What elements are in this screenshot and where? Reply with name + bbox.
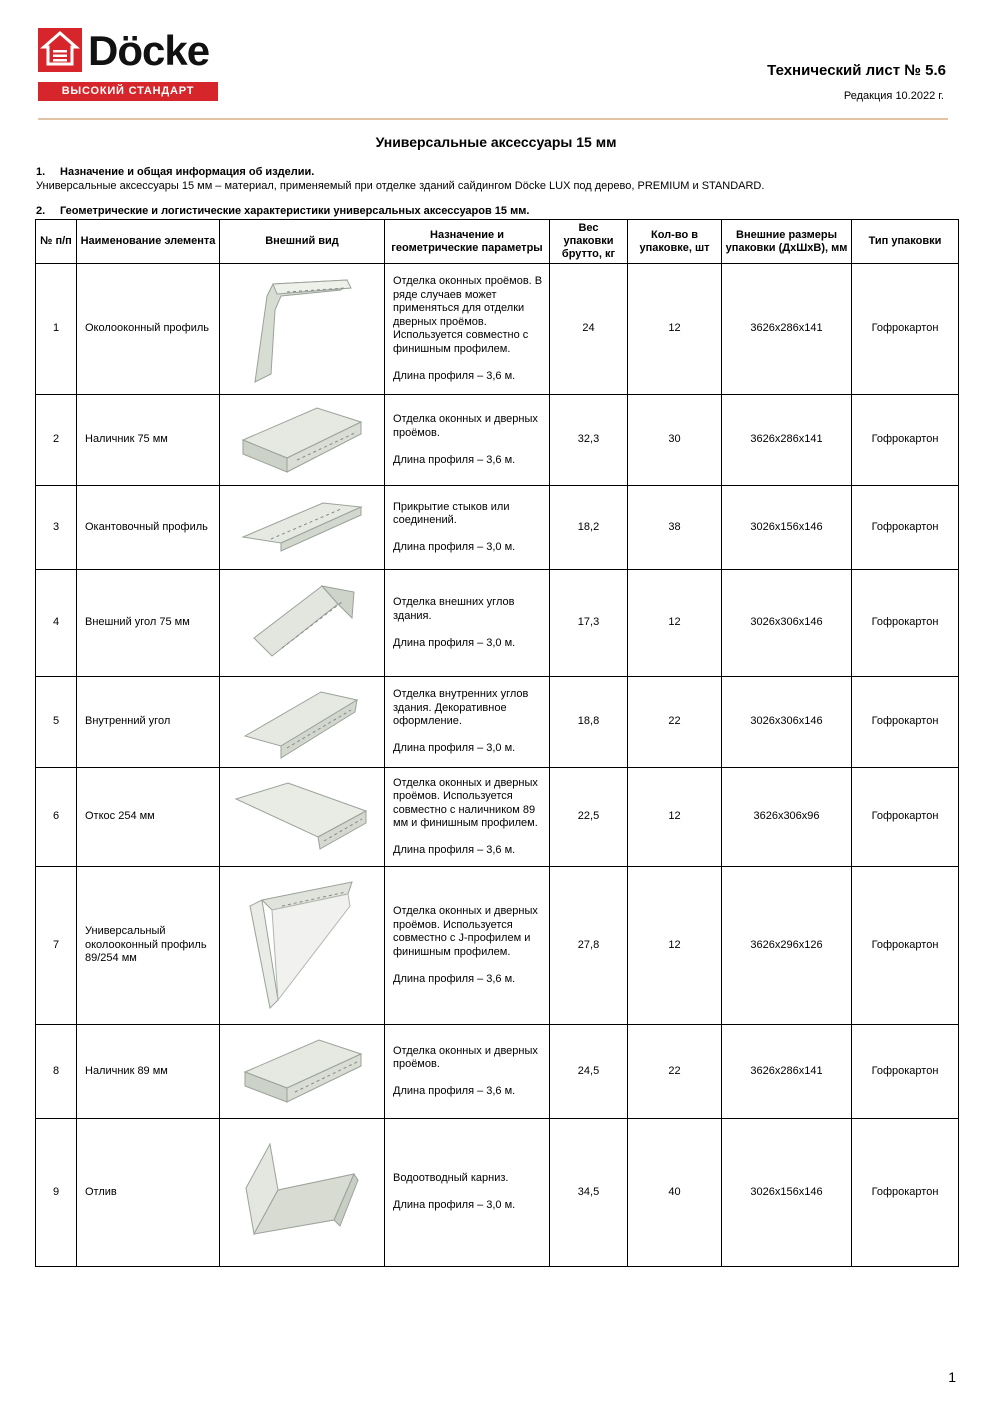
table-row: [36, 677, 959, 768]
section-title: Назначение и общая информация об изделии.: [60, 166, 315, 178]
row-number: 6: [36, 768, 77, 867]
element-purpose: [385, 1025, 550, 1119]
brand-tagline: ВЫСОКИЙ СТАНДАРТ: [38, 82, 218, 101]
package-type: Гофрокартон: [852, 486, 959, 570]
element-image: [220, 486, 385, 570]
outer-corner-icon: [242, 617, 362, 629]
element-image: [220, 1025, 385, 1119]
inner-corner-icon: [237, 716, 367, 728]
package-weight: 27,8: [550, 867, 628, 1025]
table-row: [36, 1119, 959, 1267]
package-quantity: 12: [628, 264, 722, 395]
header-divider: [38, 118, 948, 120]
characteristics-table: [35, 219, 959, 1267]
purpose-text: Отделка оконных и дверных проёмов. Используется совместно с наличником 89 мм и финишным профилем.: [393, 776, 538, 829]
element-image: [220, 264, 385, 395]
package-weight: 18,2: [550, 486, 628, 570]
document-revision: Редакция 10.2022 г.: [843, 90, 944, 102]
row-number: 3: [36, 486, 77, 570]
table-row: [36, 867, 959, 1025]
package-type: Гофрокартон: [852, 1119, 959, 1267]
package-quantity: 22: [628, 1025, 722, 1119]
table-row: [36, 264, 959, 395]
element-name: Откос 254 мм: [77, 768, 220, 867]
element-name: Отлив: [77, 1119, 220, 1267]
package-type: Гофрокартон: [852, 395, 959, 486]
row-number: 7: [36, 867, 77, 1025]
package-weight: 17,3: [550, 570, 628, 677]
element-purpose: [385, 867, 550, 1025]
universal-window-profile-icon: [242, 939, 362, 951]
profile-length: Длина профиля – 3,6 м.: [393, 972, 516, 985]
package-quantity: 30: [628, 395, 722, 486]
table-row: [36, 486, 959, 570]
package-quantity: 38: [628, 486, 722, 570]
package-weight: 22,5: [550, 768, 628, 867]
header-num: № п/п: [36, 220, 77, 264]
package-dimensions: 3026x306x146: [722, 570, 852, 677]
table-header-row: [36, 220, 959, 264]
row-number: 2: [36, 395, 77, 486]
purpose-text: Водоотводный карниз.: [393, 1172, 509, 1185]
row-number: 9: [36, 1119, 77, 1267]
element-image: [220, 867, 385, 1025]
table-row: [36, 395, 959, 486]
element-image: [220, 1119, 385, 1267]
header-purpose: Назначение и геометрические параметры: [385, 220, 550, 264]
section-characteristics: [36, 205, 529, 217]
element-purpose: [385, 768, 550, 867]
page-number: 1: [948, 1369, 956, 1385]
element-purpose: [385, 395, 550, 486]
package-dimensions: 3026x306x146: [722, 677, 852, 768]
profile-length: Длина профиля – 3,6 м.: [393, 453, 516, 466]
slope-254-icon: [232, 811, 372, 823]
package-type: Гофрокартон: [852, 867, 959, 1025]
casing-89-icon: [237, 1065, 367, 1077]
package-dimensions: 3026x156x146: [722, 486, 852, 570]
element-purpose: [385, 1119, 550, 1267]
package-dimensions: 3626x306x96: [722, 768, 852, 867]
header-weight: Вес упаковки брутто, кг: [550, 220, 628, 264]
package-dimensions: 3626x296x126: [722, 867, 852, 1025]
profile-length: Длина профиля – 3,6 м.: [393, 844, 516, 856]
header-pack: Тип упаковки: [852, 220, 959, 264]
section-number: 1.: [36, 166, 46, 178]
table-row: [36, 768, 959, 867]
element-name: Окантовочный профиль: [77, 486, 220, 570]
header-view: Внешний вид: [220, 220, 385, 264]
element-image: [220, 570, 385, 677]
section-title: Геометрические и логистические характеристики универсальных аксессуаров 15 мм.: [60, 205, 530, 217]
purpose-text: Отделка оконных и дверных проёмов.: [393, 413, 538, 439]
package-type: Гофрокартон: [852, 677, 959, 768]
package-weight: 24: [550, 264, 628, 395]
package-quantity: 12: [628, 867, 722, 1025]
package-quantity: 22: [628, 677, 722, 768]
element-image: [220, 395, 385, 486]
package-dimensions: 3026x156x146: [722, 1119, 852, 1267]
element-name: Внешний угол 75 мм: [77, 570, 220, 677]
brand-logo: [38, 28, 220, 102]
row-number: 5: [36, 677, 77, 768]
element-purpose: [385, 677, 550, 768]
purpose-text: Отделка оконных и дверных проёмов.: [393, 1044, 538, 1070]
purpose-text: Отделка оконных проёмов. В ряде случаев может применяться для отделки дверных проёмов. Используется совместно с финишным профилем.: [393, 275, 543, 355]
purpose-text: Отделка оконных и дверных проёмов. Используется совместно с J-профилем и финишным профилем.: [393, 905, 538, 958]
profile-length: Длина профиля – 3,0 м.: [393, 1199, 516, 1212]
window-profile-icon: [247, 323, 357, 335]
header-dims: Внешние размеры упаковки (ДхШхВ), мм: [722, 220, 852, 264]
row-number: 1: [36, 264, 77, 395]
package-type: Гофрокартон: [852, 768, 959, 867]
header-qty: Кол-во в упаковке, шт: [628, 220, 722, 264]
section-general-info: [36, 165, 764, 193]
package-type: Гофрокартон: [852, 264, 959, 395]
header-name: Наименование элемента: [77, 220, 220, 264]
table-row: [36, 570, 959, 677]
house-logo-icon: [38, 28, 82, 72]
purpose-text: Отделка внешних углов здания.: [393, 596, 515, 622]
purpose-text: Отделка внутренних углов здания. Декоративное оформление.: [393, 688, 529, 728]
element-purpose: [385, 264, 550, 395]
row-number: 4: [36, 570, 77, 677]
package-dimensions: 3626x286x141: [722, 264, 852, 395]
casing-75-icon: [237, 434, 367, 446]
package-type: Гофрокартон: [852, 570, 959, 677]
row-number: 8: [36, 1025, 77, 1119]
element-name: Универсальный околооконный профиль 89/254 мм: [77, 867, 220, 1025]
document-title: Технический лист № 5.6: [767, 62, 946, 79]
element-name: Околооконный профиль: [77, 264, 220, 395]
package-dimensions: 3626x286x141: [722, 395, 852, 486]
package-dimensions: 3626x286x141: [722, 1025, 852, 1119]
section-text: Универсальные аксессуары 15 мм – материал, применяемый при отделке зданий сайдингом Döcke LUX под дерево, PREMIUM и STANDARD.: [36, 180, 765, 192]
package-weight: 18,8: [550, 677, 628, 768]
element-name: Наличник 75 мм: [77, 395, 220, 486]
table-row: [36, 1025, 959, 1119]
package-quantity: 40: [628, 1119, 722, 1267]
brand-name: Döcke: [88, 27, 210, 74]
package-weight: 32,3: [550, 395, 628, 486]
profile-length: Длина профиля – 3,0 м.: [393, 636, 516, 649]
element-name: Внутренний угол: [77, 677, 220, 768]
purpose-text: Прикрытие стыков или соединений.: [393, 500, 510, 526]
section-number: 2.: [36, 205, 46, 217]
edging-profile-icon: [237, 521, 367, 533]
drip-edge-icon: [242, 1186, 362, 1198]
element-purpose: [385, 486, 550, 570]
element-purpose: [385, 570, 550, 677]
profile-length: Длина профиля – 3,0 м.: [393, 541, 516, 553]
element-name: Наличник 89 мм: [77, 1025, 220, 1119]
package-type: Гофрокартон: [852, 1025, 959, 1119]
profile-length: Длина профиля – 3,6 м.: [393, 1085, 516, 1097]
package-quantity: 12: [628, 570, 722, 677]
element-image: [220, 768, 385, 867]
package-weight: 34,5: [550, 1119, 628, 1267]
package-weight: 24,5: [550, 1025, 628, 1119]
element-image: [220, 677, 385, 768]
profile-length: Длина профиля – 3,6 м.: [393, 369, 516, 382]
package-quantity: 12: [628, 768, 722, 867]
page-title: Универсальные аксессуары 15 мм: [375, 134, 617, 150]
profile-length: Длина профиля – 3,0 м.: [393, 742, 516, 755]
